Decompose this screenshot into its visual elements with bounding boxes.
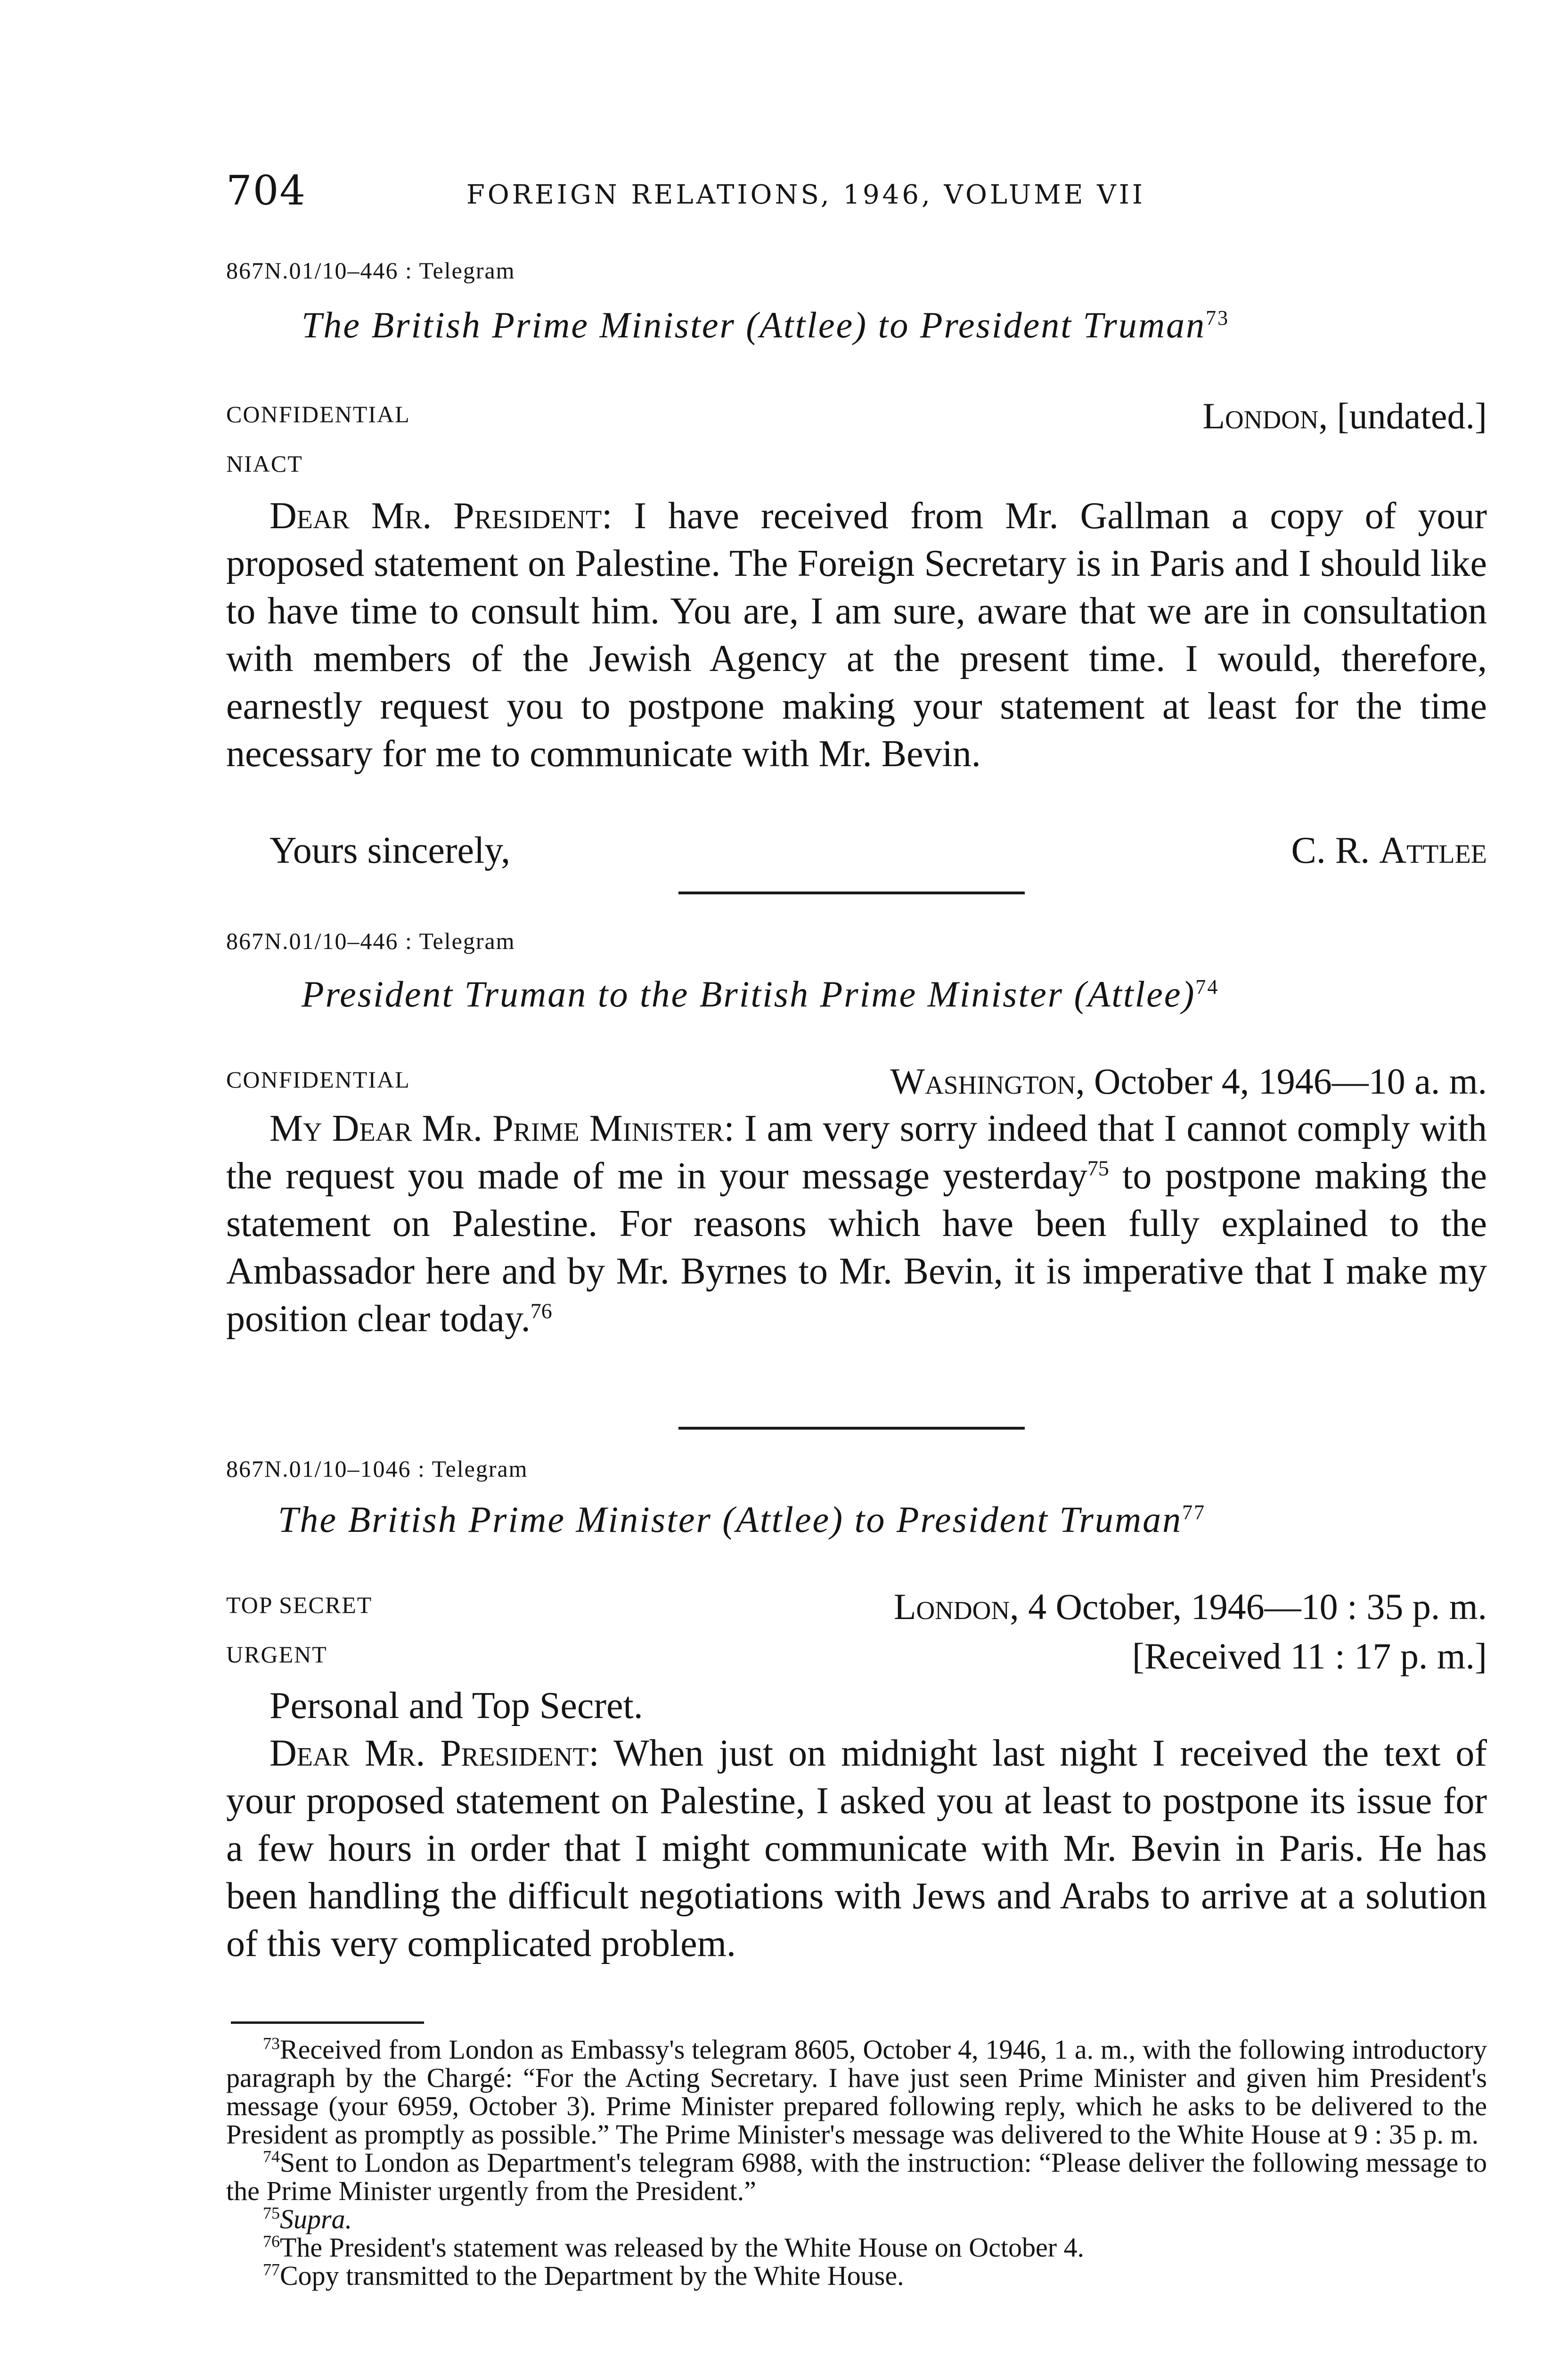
footnote-marker: 75 [263,2203,280,2223]
doc1-classification: CONFIDENTIAL [226,401,410,427]
doc2-place: Washington [890,1061,1076,1102]
footnote-divider [231,2021,424,2024]
doc3-priority: URGENT [226,1641,327,1668]
footnote-marker: 77 [263,2260,280,2279]
doc3-opening: Personal and Top Secret. [270,1685,643,1726]
footnote-text: Sent to London as Department's telegram 6988, with the instruction: “Please deliver the following message to the Prime Minister urgently from the President.” [226,2147,1487,2206]
doc3-received: [Received 11 : 17 p. m.] [1132,1636,1487,1677]
footnote-text: The President's statement was released by the White House on October 4. [280,2232,1085,2263]
footnote-73 [226,2036,1487,2149]
doc1-title-note-ref: 73 [1206,306,1230,329]
doc2-salutation: My Dear Mr. Prime Minister [270,1108,724,1149]
doc1-salutation: Dear Mr. President [270,495,602,537]
footnote-text: Supra. [280,2204,352,2234]
doc1-classification-row [226,395,1487,437]
page-number: 704 [226,167,307,214]
footnote-74 [226,2149,1487,2205]
doc3-file-number: 867N.01/10–1046 : Telegram [226,1456,528,1482]
doc3-priority-row [226,1635,1487,1677]
doc3-place: London [893,1586,1010,1627]
doc1-place: London [1202,395,1319,436]
doc3-salutation: Dear Mr. President [270,1733,589,1774]
footnote-76 [226,2233,1487,2262]
doc1-signature-name: Attlee [1379,830,1487,871]
doc2-title [302,973,1219,1015]
footnote-marker: 73 [263,2034,280,2053]
doc1-dateline [1202,395,1487,437]
doc1-date: , [undated.] [1318,395,1487,436]
doc3-title-text: The British Prime Minister (Attlee) to President Truman [278,1499,1183,1540]
doc1-signature [1291,827,1487,875]
doc1-closing-row [226,827,1487,874]
doc3-title-note-ref: 77 [1182,1501,1206,1524]
doc2-file-number: 867N.01/10–446 : Telegram [226,928,515,954]
doc3-classification-row [226,1586,1487,1628]
doc2-dateline [890,1060,1487,1103]
footnote-marker: 74 [263,2147,280,2166]
footnote-text: Copy transmitted to the Department by the White House. [280,2260,904,2291]
doc3-classification: TOP SECRET [226,1592,373,1618]
doc1-title [302,304,1229,346]
doc1-title-text: The British Prime Minister (Attlee) to President Truman [302,304,1206,345]
section-divider [678,1427,1025,1430]
doc2-date: , October 4, 1946—10 a. m. [1075,1061,1487,1102]
footnotes [226,2036,1487,2290]
doc2-title-text: President Truman to the British Prime Minister (Attlee) [302,973,1196,1014]
doc3-text: : When just on midnight last night I received the text of your proposed statement on Palestine, I asked you at least to postpone its issue for a few hours in order that I might communicate with Mr. Bevin in Paris. He has been handling the difficult negotiations with Jews and Arabs to arrive at a solution of this very complicated problem. [226,1733,1487,1964]
doc1-text: : I have received from Mr. Gallman a copy of your proposed statement on Palestine. The Foreign Secretary is in Paris and I should like to have time to consult him. You are, I am sure, aware that we are in consultation with members of the Jewish Agency at the present time. I would, therefore, earnestly request you to postpone making your statement at least for the time necessary for me to communicate with Mr. Bevin. [226,495,1487,775]
doc1-closing: Yours sincerely, [270,830,511,871]
running-header [226,167,1487,219]
doc2-note-ref-a: 75 [1087,1156,1109,1180]
doc2-classification: CONFIDENTIAL [226,1066,410,1093]
doc2-classification-row [226,1060,1487,1103]
doc3-dateline [894,1586,1487,1628]
doc2-text-a: : I am very sorry indeed that I cannot comply with the request you made of me in your message yesterday [226,1108,1487,1197]
doc2-text-b: to postpone making the statement on Palestine. For reasons which have been fully explained to the Ambassador here and by Mr. Byrnes to Mr. Bevin, it is imperative that I make my position clear today. [226,1155,1487,1340]
footnote-text: Received from London as Embassy's telegram 8605, October 4, 1946, 1 a. m., with the following introductory paragraph by the Chargé: “For the Acting Secretary. I have just seen Prime Minister and given him President's message (your 6959, October 3). Prime Minister prepared following reply, which he asks to be delivered to the President as promptly as possible.” The Prime Minister's message was delivered to the White House at 9 : 35 p. m. [226,2034,1487,2150]
doc2-title-note-ref: 74 [1195,975,1219,998]
footnote-75 [226,2205,1487,2233]
footnote-marker: 76 [263,2232,280,2251]
doc3-date: , 4 October, 1946—10 : 35 p. m. [1010,1586,1487,1627]
doc1-signature-initials: C. R. [1291,830,1380,871]
doc1-body [226,492,1487,778]
running-title: FOREIGN RELATIONS, 1946, VOLUME VII [466,180,1145,210]
footnote-77 [226,2262,1487,2290]
doc3-title [278,1498,1206,1541]
doc3-body [226,1730,1487,1968]
doc2-body [226,1105,1487,1343]
doc1-priority: NIACT [226,450,303,477]
doc2-note-ref-b: 76 [530,1299,552,1323]
doc1-file-number: 867N.01/10–446 : Telegram [226,257,515,284]
section-divider [678,892,1025,894]
